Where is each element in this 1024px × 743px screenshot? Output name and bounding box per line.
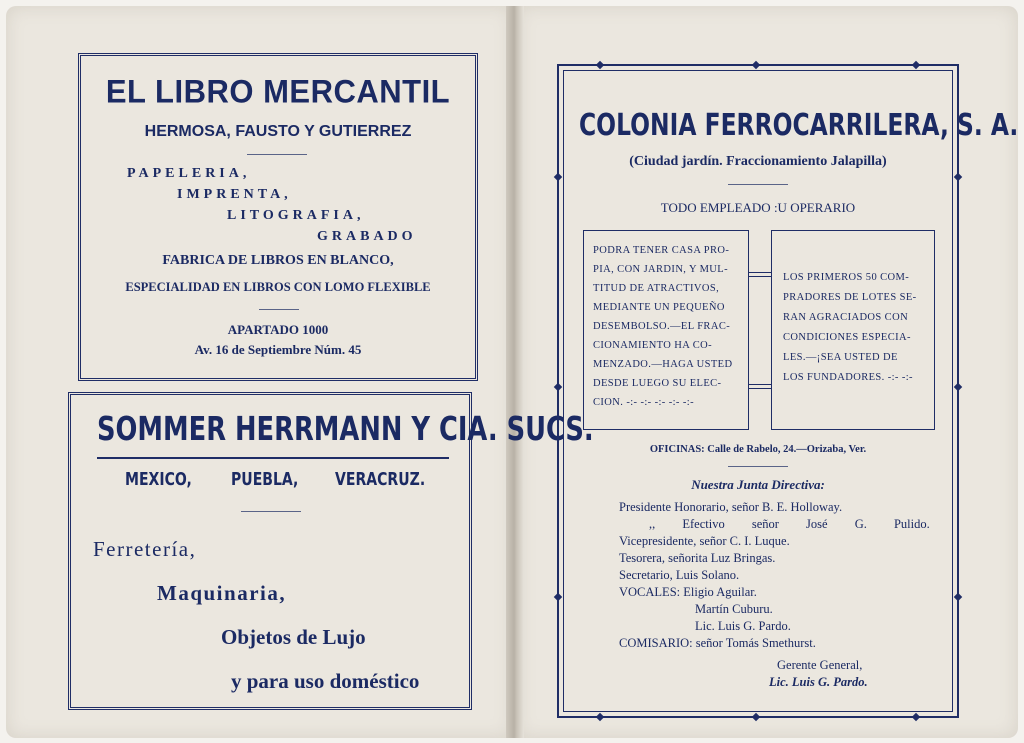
divider <box>728 466 788 467</box>
ad1-address: Av. 16 de Septiembre Núm. 45 <box>194 342 362 357</box>
right-box-line: LES.—¡SEA USTED DE <box>783 352 898 363</box>
ad2-city-3-wrap <box>335 469 451 490</box>
ad3-title: COLONIA FERROCARRILERA, S. A. <box>579 108 1019 143</box>
ad2-city-1: MEXICO, <box>125 469 192 490</box>
junta-line: COMISARIO: señor Tomás Smethurst. <box>619 636 816 650</box>
ad-colonia-ferrocarrilera <box>557 64 1019 718</box>
ad2-city-2-wrap <box>231 469 317 490</box>
right-box-line: PRADORES DE LOTES SE- <box>783 292 917 303</box>
ad2-item-2: Maquinaria, <box>157 581 287 605</box>
book-gutter <box>506 6 524 738</box>
junta-line: Secretario, Luis Solano. <box>619 568 740 582</box>
ad-el-libro-mercantil <box>78 53 478 381</box>
divider <box>259 309 299 310</box>
ad-sommer-herrmann <box>68 392 594 710</box>
junta-line: Vicepresidente, señor C. I. Luque. <box>619 534 790 548</box>
ad3-oficinas: OFICINAS: Calle de Rabelo, 24.—Orizaba, Ver. <box>649 444 867 455</box>
junta-line: Presidente Honorario, señor B. E. Holloway. <box>619 500 843 514</box>
left-box-line: TITUD DE ATRACTIVOS, <box>593 283 720 294</box>
junta-line: ,, Efectivo señor José G. Pulido. <box>649 517 930 531</box>
ad3-title-wrap <box>579 108 1019 143</box>
divider <box>241 511 301 512</box>
divider <box>728 184 788 185</box>
junta-line: VOCALES: Eligio Aguilar. <box>619 585 757 599</box>
ad3-right-box <box>771 230 935 430</box>
right-box-line: LOS FUNDADORES. -:- -:- <box>783 372 913 383</box>
right-box-line: RAN AGRACIADOS CON <box>783 312 909 323</box>
ad1-line2: ESPECIALIDAD EN LIBROS CON LOMO FLEXIBLE <box>125 280 431 294</box>
ad1-service-4: GRABADO <box>317 229 417 244</box>
ad2-item-3: Objetos de Lujo <box>221 625 366 649</box>
right-box-line: CONDICIONES ESPECIA- <box>783 332 911 343</box>
left-box-line: CION. -:- -:- -:- -:- -:- <box>593 397 694 408</box>
left-box-line: DESDE LUEGO SU ELEC- <box>593 378 722 389</box>
ad2-item-4: y para uso doméstico <box>231 669 420 693</box>
left-box-line: MENZADO.—HAGA USTED <box>593 359 733 370</box>
ad2-city-2: PUEBLA, <box>231 469 299 490</box>
ad2-title-wrap <box>97 409 594 449</box>
ad1-subtitle: HERMOSA, FAUSTO Y GUTIERREZ <box>144 123 412 140</box>
ad1-service-3: LITOGRAFIA, <box>227 208 365 223</box>
left-box-line: CIONAMIENTO HA CO- <box>593 340 713 351</box>
ad2-city-3: VERACRUZ. <box>335 469 426 490</box>
ad1-service-1: PAPELERIA, <box>127 166 251 181</box>
title-underline <box>97 457 449 459</box>
ad3-gerente-label: Gerente General, <box>777 658 863 672</box>
ad3-junta-title: Nuestra Junta Directiva: <box>691 477 825 492</box>
junta-line: Martín Cuburu. <box>695 602 773 616</box>
ad2-city-1-wrap <box>125 469 211 490</box>
junta-line: Tesorera, señorita Luz Bringas. <box>619 551 776 565</box>
ad1-line1: FABRICA DE LIBROS EN BLANCO, <box>162 253 394 268</box>
left-box-line: DESEMBOLSO.—EL FRAC- <box>593 321 731 332</box>
ad3-subtitle: (Ciudad jardín. Fraccionamiento Jalapilla) <box>629 154 887 169</box>
ad1-service-2: IMPRENTA, <box>177 187 292 202</box>
left-box-line: PODRA TENER CASA PRO- <box>593 245 730 256</box>
connector <box>749 388 771 389</box>
ad2-item-1: Ferretería, <box>93 537 197 561</box>
ad3-heading: TODO EMPLEADO :U OPERARIO <box>660 200 856 215</box>
divider <box>247 154 307 155</box>
right-box-line: LOS PRIMEROS 50 COM- <box>783 272 910 283</box>
left-box-line: PIA, CON JARDIN, Y MUL- <box>593 264 729 275</box>
left-box-line: MEDIANTE UN PEQUEÑO <box>593 302 725 313</box>
ad1-apartado: APARTADO 1000 <box>227 322 329 337</box>
connector <box>749 272 771 273</box>
connector <box>749 276 771 277</box>
junta-line: Lic. Luis G. Pardo. <box>695 619 791 633</box>
ad1-title: EL LIBRO MERCANTIL <box>105 73 451 110</box>
ad3-gerente-name: Lic. Luis G. Pardo. <box>769 675 868 689</box>
ad2-title: SOMMER HERRMANN Y CIA. SUCS. <box>97 409 594 448</box>
connector <box>749 384 771 385</box>
